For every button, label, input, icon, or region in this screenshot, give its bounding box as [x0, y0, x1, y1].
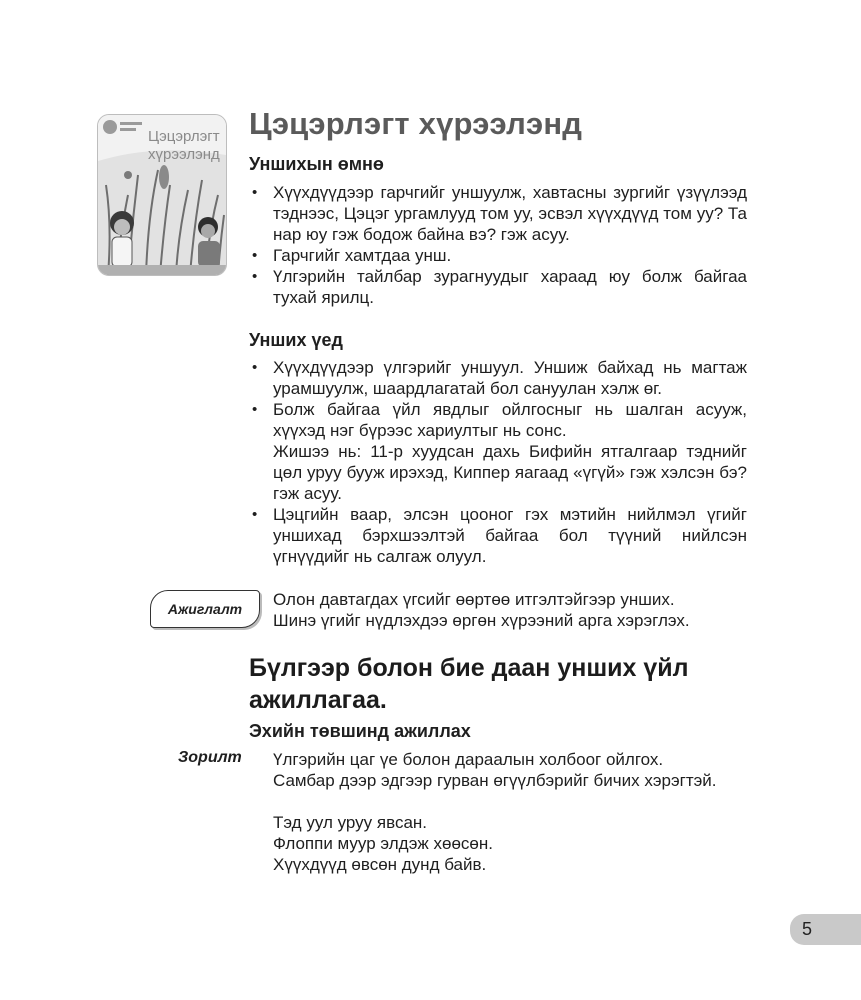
goal-label: Зорилт: [178, 749, 242, 766]
list-item: • Гарчгийг хамтдаа унш.: [252, 246, 452, 265]
goal-text: Үлгэрийн цаг үе болон дараалын холбоог ойлгох. Самбар дээр эдгээр гурван өгүүлбэрийг бичих хэрэгтэй. Тэд уул уруу явсан. Флоппи муур элдэж хөөсөн. Хүүхдүүд өвсөн дунд байв.: [273, 750, 717, 874]
cover-title-line1: Цэцэрлэгт: [148, 128, 220, 145]
page-number: 5: [790, 914, 861, 945]
during-reading-list: [249, 357, 747, 567]
list-item: • Цэцгийн ваар, элсэн цооног гэх мэтийн нийлмэл үгийг уншихад бэрхшээлтэй байгаа бол түүний нийлсэн үгнүүдийг нь салгаж олуул.: [252, 505, 747, 566]
list-item: • Болж байгаа үйл явдлыг ойлгосныг нь шалган асууж, хүүхэд нэг бүрээс хариултыг нь сонс. Жишээ нь: 11-р хуудсан дахь Бифийн ятгалгаар тэднийг цөл уруу бууж ирэхэд, Киппер яагаад «үгүй» гэж хэлсэн бэ? гэж асуу.: [252, 400, 747, 503]
cover-title-line2: хүрээлэнд: [148, 146, 220, 163]
page-title: Цэцэрлэгт хүрээлэнд: [249, 106, 583, 141]
before-reading-heading: Уншихын өмнө: [249, 154, 384, 174]
list-item: • Үлгэрийн тайлбар зурагнуудыг хараад юу болж байгаа тухай ярилц.: [252, 267, 747, 307]
example-sentence: Тэд уул уруу явсан.: [273, 813, 428, 832]
list-item: • Хүүхдүүдээр гарчгийг уншуулж, хавтасны зургийг үзүүлээд тэднээс, Цэцэг ургамлууд том уу, эсвэл хүүхдүүд том уу? Та нар юу гэж бодож байна вэ? гэж асуу.: [252, 183, 747, 244]
observation-text: Олон давтагдах үгсийг өөртөө итгэлтэйгээр унших. Шинэ үгийг нүдлэхдээ өргөн хүрээний арга хэрэглэх.: [273, 590, 690, 630]
during-reading-heading: Унших үед: [249, 330, 343, 350]
list-item: • Хүүхдүүдээр үлгэрийг уншуул. Уншиж байхад нь магтаж урамшуулж, шаардлагатай бол сануулан хэлж өг.: [252, 358, 747, 398]
book-cover-image: [97, 114, 227, 276]
before-reading-list: [249, 182, 747, 308]
cover-illustration: [98, 115, 226, 275]
example-sentence: Флоппи муур элдэж хөөсөн.: [273, 834, 493, 853]
level-subheading: Эхийн төвшинд ажиллах: [249, 721, 471, 741]
example-text: Жишээ нь: 11-р хуудсан дахь Бифийн ятгалгаар тэднийг цөл уруу бууж ирэхэд, Киппер яагаад «үгүй» гэж хэлсэн бэ? гэж асуу.: [273, 442, 747, 503]
section-heading: Бүлгээр болон бие даан унших үйл ажиллагаа.: [249, 654, 689, 714]
observation-tag: Ажиглалт: [150, 590, 260, 628]
example-sentence: Хүүхдүүд өвсөн дунд байв.: [273, 855, 487, 874]
